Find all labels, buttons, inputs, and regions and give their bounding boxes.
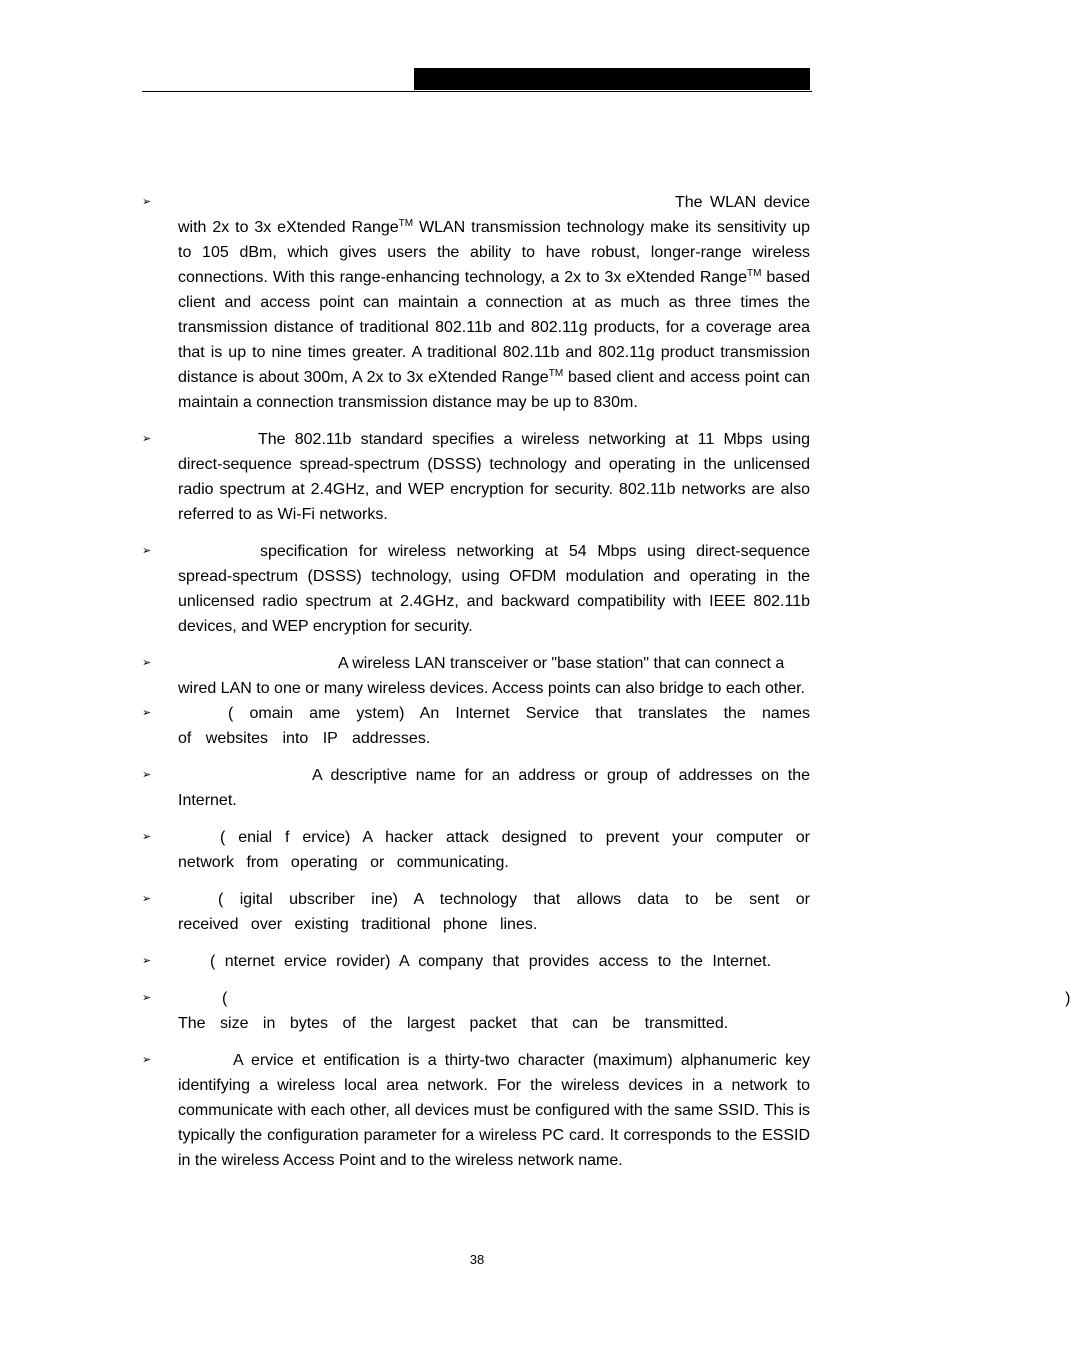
entry-text: ( enial f ervice) A hacker attack designed to prevent your computer or network from operating or communicating. — [178, 829, 810, 871]
page-number: 38 — [469, 1252, 485, 1267]
glossary-list — [142, 190, 1070, 1173]
trademark-mark: TM — [746, 268, 762, 279]
bullet-arrow-icon: ➢ — [142, 769, 152, 781]
glossary-entry-extended-range — [142, 190, 810, 415]
entry-text: specification for wireless networking at 54 Mbps using direct-sequence spread-spectrum (DSSS) technology, using OFDM modulation and operating in the unlicensed radio spectrum at 2.4GHz, and backward compatibility with IEEE 802.11b devices, and WEP encryption for security. — [178, 543, 810, 635]
bullet-arrow-icon: ➢ — [142, 545, 152, 557]
bullet-arrow-icon: ➢ — [142, 1054, 152, 1066]
entry-text: ( nternet ervice rovider) A company that provides access to the Internet. — [210, 953, 772, 970]
bullet-arrow-icon: ➢ — [142, 992, 152, 1004]
glossary-entry-dos — [142, 825, 810, 875]
bullet-arrow-icon: ➢ — [142, 831, 152, 843]
entry-text: ( igital ubscriber ine) A technology that allows data to be sent or received over existing traditional phone lines. — [178, 891, 810, 933]
bullet-arrow-icon: ➢ — [142, 657, 152, 669]
header-bar — [414, 68, 810, 90]
bullet-arrow-icon: ➢ — [142, 433, 152, 445]
bullet-arrow-icon: ➢ — [142, 196, 152, 208]
bullet-arrow-icon: ➢ — [142, 707, 152, 719]
entry-text: A wireless LAN transceiver or "base station" that can connect a wired LAN to one or many wireless devices. Access points can also bridge to each other. — [178, 655, 805, 697]
trademark-mark: TM — [398, 218, 414, 229]
glossary-entry-80211b — [142, 427, 810, 527]
entry-text: based client and access point can maintain a connection at as much as three times the transmission distance of traditional 802.11b and 802.11g products, for a coverage area that is up to nine times greater. A traditional 802.11b and 802.11g product transmission distance is about 300m, A 2x to 3x eXtended Range — [178, 269, 810, 386]
glossary-entry-mtu — [142, 986, 1070, 1036]
entry-text: ( ) The size in bytes of the largest packet that can be transmitted. — [178, 990, 1070, 1032]
glossary-entry-isp — [142, 949, 810, 974]
glossary-entry-80211g — [142, 539, 810, 639]
glossary-entry-access-point — [142, 651, 810, 701]
entry-text: A ervice et entification is a thirty-two character (maximum) alphanumeric key identifying a wireless local area network. For the wireless devices in a network to communicate with each other, all devices must be configured with the same SSID. This is typically the configuration parameter for a wireless PC card. It corresponds to the ESSID in the wireless Access Point and to the wireless network name. — [178, 1052, 810, 1169]
entry-text: The 802.11b standard specifies a wireless networking at 11 Mbps using direct-sequence spread-spectrum (DSSS) technology and operating in the unlicensed radio spectrum at 2.4GHz, and WEP encryption for security. 802.11b networks are also referred to as Wi-Fi networks. — [178, 431, 810, 523]
glossary-entry-domain-name — [142, 763, 810, 813]
glossary-entry-ssid — [142, 1048, 810, 1173]
entry-text: ( omain ame ystem) An Internet Service that translates the names of websites into IP addresses. — [178, 705, 810, 747]
bullet-arrow-icon: ➢ — [142, 893, 152, 905]
glossary-entry-dns — [142, 701, 810, 751]
trademark-mark: TM — [548, 368, 564, 379]
bullet-arrow-icon: ➢ — [142, 955, 152, 967]
glossary-entry-dsl — [142, 887, 810, 937]
header-rule — [142, 91, 812, 92]
entry-text: based client and access point can maintain a connection transmission distance may be up to 830m. — [178, 369, 810, 411]
entry-text: The WLAN device with 2x to 3x eXtended Range — [178, 194, 810, 236]
entry-text: WLAN transmission technology make its sensitivity up to 105 dBm, which gives users the ability to have robust, longer-range wireless connections. With this range-enhancing technology, a 2x to 3x eXtended Range — [178, 219, 810, 286]
entry-text: A descriptive name for an address or group of addresses on the Internet. — [178, 767, 810, 809]
